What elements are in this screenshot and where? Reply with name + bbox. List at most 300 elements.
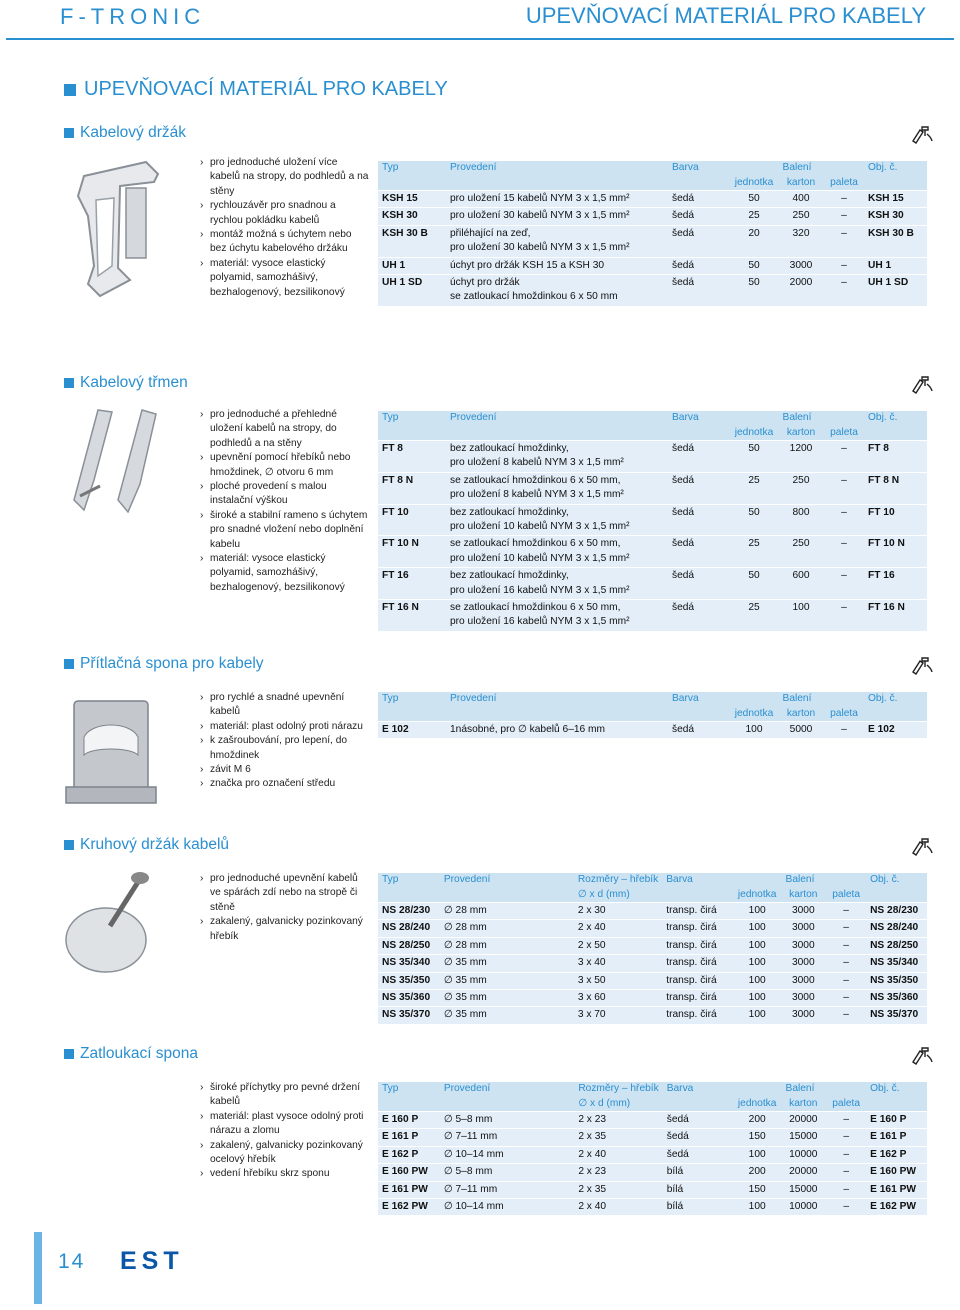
section-square-icon: [64, 1049, 74, 1059]
cell-provedeni: [440, 990, 574, 1007]
subheader-empty: [668, 176, 730, 191]
cell-typ: NS 28/240: [378, 920, 440, 937]
table-row: [378, 1181, 927, 1198]
cell-typ: NS 35/340: [378, 955, 440, 972]
cell-barva: transp. čirá: [662, 903, 734, 920]
cell-typ: FT 8 N: [378, 472, 446, 504]
cell-jednotka: 50: [730, 257, 778, 274]
cell-provedeni-line: se zatloukací hmoždinkou 6 x 50 mm,: [450, 538, 621, 550]
section-title-text: Přítlačná spona pro kabely: [80, 655, 264, 672]
cell-paleta: –: [824, 225, 864, 257]
cell-obj: NS 35/370: [866, 1007, 927, 1024]
subheader-empty: [864, 426, 927, 441]
cell-provedeni-line: pro uložení 8 kabelů NYM 3 x 1,5 mm²: [450, 457, 624, 469]
cell-provedeni: [446, 722, 668, 739]
cell-provedeni: [440, 1007, 574, 1024]
table-row: [378, 275, 927, 306]
cell-karton: 800: [778, 504, 824, 536]
feature-list: [200, 156, 370, 300]
cell-barva: bílá: [663, 1164, 734, 1181]
cell-provedeni-line: ∅ 28 mm: [443, 939, 487, 951]
page-title-text: UPEVŇOVACÍ MATERIÁL PRO KABELY: [84, 78, 448, 100]
cell-paleta: –: [826, 1181, 866, 1198]
cell-obj: NS 28/250: [866, 937, 927, 954]
cell-barva: šedá: [668, 600, 730, 631]
cell-rozmery: 2 x 40: [574, 920, 662, 937]
cell-jednotka: 100: [734, 990, 781, 1007]
subheader-xd: ∅ x d (mm): [574, 1097, 662, 1112]
cell-jednotka: 100: [734, 920, 781, 937]
cell-obj: FT 10: [864, 504, 927, 536]
table-row: [378, 903, 927, 920]
cell-karton: 3000: [778, 257, 824, 274]
table-subheader-row: [378, 707, 927, 722]
page-number: 14: [58, 1250, 86, 1273]
cell-paleta: –: [826, 1199, 866, 1216]
cell-karton: 3000: [780, 937, 826, 954]
table-row: [378, 600, 927, 631]
cell-typ: FT 10 N: [378, 536, 446, 568]
cell-provedeni-line: bez zatloukací hmoždinky,: [450, 506, 569, 518]
feature-item: › materiál: vysoce elastický polyamid, samozhášivý, bezhalogenový, bezsilikonový: [200, 552, 370, 595]
cell-obj: KSH 30 B: [864, 225, 927, 257]
header-barva: Barva: [668, 411, 730, 426]
product-table: [378, 692, 927, 738]
cell-karton: 250: [778, 208, 824, 225]
cell-barva: šedá: [668, 225, 730, 257]
feature-item: › rychlouzávěr pro snadnou a rychlou pokládku kabelů: [200, 199, 370, 228]
section-title: [64, 124, 186, 142]
cell-jednotka: 25: [730, 536, 778, 568]
cell-jednotka: 20: [730, 225, 778, 257]
cell-barva: šedá: [668, 208, 730, 225]
cell-rozmery: 3 x 70: [574, 1007, 662, 1024]
cell-typ: KSH 30 B: [378, 225, 446, 257]
header-obj: Obj. č.: [864, 411, 927, 426]
cell-typ: KSH 30: [378, 208, 446, 225]
cell-rozmery: 2 x 40: [574, 1199, 662, 1216]
subheader-karton: karton: [778, 707, 824, 722]
cell-jednotka: 100: [734, 1007, 781, 1024]
cell-typ: NS 28/250: [378, 937, 440, 954]
cell-karton: 3000: [780, 990, 826, 1007]
header-provedeni: Provedení: [440, 873, 574, 888]
subheader-empty: [446, 176, 668, 191]
cell-obj: UH 1 SD: [864, 275, 927, 306]
product-table: [378, 1082, 927, 1215]
cell-paleta: –: [824, 472, 864, 504]
cell-karton: 20000: [780, 1112, 826, 1129]
cell-karton: 1200: [778, 441, 824, 473]
cell-provedeni-line: ∅ 5–8 mm: [443, 1166, 493, 1178]
header-rozmery: Rozměry – hřebík: [574, 873, 662, 888]
cell-paleta: –: [824, 568, 864, 600]
feature-item: › pro jednoduché uložení více kabelů na stropy, do podhledů a na stěny: [200, 156, 370, 199]
cell-provedeni-line: ∅ 28 mm: [443, 905, 487, 916]
subheader-karton: karton: [780, 888, 826, 903]
feature-list: [200, 1081, 370, 1182]
cell-paleta: –: [826, 1129, 866, 1146]
installation-tools-icon: [910, 124, 934, 144]
cell-typ: E 162 P: [378, 1146, 440, 1163]
cell-obj: NS 35/340: [866, 955, 927, 972]
cell-barva: šedá: [668, 275, 730, 306]
table-row: [378, 568, 927, 600]
section-title-text: Kruhový držák kabelů: [80, 836, 230, 853]
cell-karton: 400: [778, 191, 824, 208]
cell-jednotka: 100: [734, 937, 781, 954]
header-title: UPEVŇOVACÍ MATERIÁL PRO KABELY: [525, 3, 926, 28]
pressure-clip-image: [60, 691, 168, 816]
subheader-empty: [378, 176, 446, 191]
cell-provedeni-line: ∅ 10–14 mm: [443, 1148, 504, 1160]
cable-holder-image: [60, 156, 168, 306]
cell-paleta: –: [826, 920, 866, 937]
table-row: [378, 937, 927, 954]
subheader-jednotka: jednotka: [734, 888, 781, 903]
cell-rozmery: 3 x 40: [574, 955, 662, 972]
subheader-empty: [378, 707, 446, 722]
cell-barva: šedá: [663, 1146, 734, 1163]
feature-list: [200, 691, 370, 792]
section-title-text: Kabelový třmen: [80, 374, 188, 391]
subheader-paleta: paleta: [824, 426, 864, 441]
cell-provedeni-line: ∅ 35 mm: [443, 974, 487, 986]
installation-tools-icon: [910, 655, 934, 675]
cell-provedeni-line: bez zatloukací hmoždinky,: [450, 443, 569, 454]
cell-provedeni: [446, 568, 668, 600]
table-row: [378, 257, 927, 274]
header-provedeni: Provedení: [446, 692, 668, 707]
cell-obj: E 161 P: [866, 1129, 927, 1146]
cell-paleta: –: [824, 257, 864, 274]
subheader-jednotka: jednotka: [730, 426, 778, 441]
feature-item: › pro rychlé a snadné upevnění kabelů: [200, 691, 370, 720]
cell-provedeni: [440, 955, 574, 972]
cell-typ: E 102: [378, 722, 446, 739]
subheader-empty: [866, 888, 927, 903]
subheader-empty: [378, 426, 446, 441]
logo-text: EST: [120, 1246, 184, 1275]
cell-paleta: –: [826, 937, 866, 954]
cell-typ: E 161 P: [378, 1129, 440, 1146]
cell-barva: šedá: [668, 257, 730, 274]
cell-jednotka: 50: [730, 504, 778, 536]
subheader-paleta: paleta: [824, 707, 864, 722]
header-typ: Typ: [378, 161, 446, 176]
section-title: [64, 655, 264, 673]
cell-jednotka: 100: [734, 1199, 781, 1216]
feature-item: › upevnění pomocí hřebíků nebo hmoždinek, ∅ otvoru 6 mm: [200, 451, 370, 480]
section-title: [64, 374, 188, 392]
cell-karton: 3000: [780, 1007, 826, 1024]
page-title: [64, 78, 448, 101]
header-barva: Barva: [668, 161, 730, 176]
cell-jednotka: 150: [734, 1129, 781, 1146]
cell-provedeni: [446, 504, 668, 536]
cell-barva: transp. čirá: [662, 1007, 734, 1024]
header-baleni: Balení: [730, 692, 864, 707]
cell-provedeni: [446, 191, 668, 208]
table-row: [378, 972, 927, 989]
cell-paleta: –: [826, 1112, 866, 1129]
installation-tools-icon: [910, 374, 934, 394]
cell-provedeni-line: 1násobné, pro ∅ kabelů 6–16 mm: [450, 724, 605, 735]
cell-barva: bílá: [663, 1181, 734, 1198]
cell-provedeni-line: přiléhající na zeď,: [450, 227, 531, 239]
cell-provedeni-line: se zatloukací hmoždinkou 6 x 50 mm: [450, 291, 618, 303]
cell-provedeni-line: bez zatloukací hmoždinky,: [450, 570, 569, 582]
cell-obj: E 160 PW: [866, 1164, 927, 1181]
header-baleni: Balení: [734, 873, 866, 888]
cell-karton: 250: [778, 472, 824, 504]
feature-item: › vedení hřebíku skrz sponu: [200, 1167, 370, 1181]
cell-obj: E 162 P: [866, 1146, 927, 1163]
section-title-text: Kabelový držák: [80, 124, 186, 141]
installation-tools-icon: [910, 836, 934, 856]
cell-jednotka: 150: [734, 1181, 781, 1198]
cell-provedeni: [446, 275, 668, 306]
cell-provedeni-line: pro uložení 8 kabelů NYM 3 x 1,5 mm²: [450, 489, 624, 501]
subheader-empty: [668, 426, 730, 441]
cell-provedeni-line: ∅ 7–11 mm: [443, 1131, 498, 1143]
cell-provedeni-line: úchyt pro držák KSH 15 a KSH 30: [450, 259, 605, 271]
subheader-empty: [446, 426, 668, 441]
cell-typ: FT 10: [378, 504, 446, 536]
cell-rozmery: 2 x 30: [574, 903, 662, 920]
feature-item: › montáž možná s úchytem nebo bez úchytu kabelového držáku: [200, 228, 370, 257]
section-square-icon: [64, 659, 74, 669]
cell-paleta: –: [824, 191, 864, 208]
table-row: [378, 1112, 927, 1129]
cell-karton: 10000: [780, 1199, 826, 1216]
cell-karton: 320: [778, 225, 824, 257]
header-typ: Typ: [378, 873, 440, 888]
cell-obj: E 102: [864, 722, 927, 739]
cell-paleta: –: [826, 972, 866, 989]
table-header-row: [378, 873, 927, 888]
table-row: [378, 955, 927, 972]
cell-obj: FT 10 N: [864, 536, 927, 568]
cell-provedeni-line: pro uložení 30 kabelů NYM 3 x 1,5 mm²: [450, 242, 630, 254]
section-title: [64, 836, 229, 854]
cell-barva: transp. čirá: [662, 937, 734, 954]
header-rozmery: Rozměry – hřebík: [574, 1082, 662, 1097]
cell-typ: NS 35/350: [378, 972, 440, 989]
header-obj: Obj. č.: [864, 692, 927, 707]
cell-barva: šedá: [668, 536, 730, 568]
header-typ: Typ: [378, 1082, 440, 1097]
header-typ: Typ: [378, 692, 446, 707]
table-subheader-row: [378, 888, 927, 903]
cell-obj: FT 16 N: [864, 600, 927, 631]
subheader-xd: ∅ x d (mm): [574, 888, 662, 903]
cell-barva: šedá: [668, 191, 730, 208]
subheader-paleta: paleta: [824, 176, 864, 191]
cell-obj: E 162 PW: [866, 1199, 927, 1216]
subheader-jednotka: jednotka: [734, 1097, 781, 1112]
table-subheader-row: [378, 426, 927, 441]
cell-obj: FT 8 N: [864, 472, 927, 504]
header-obj: Obj. č.: [866, 873, 927, 888]
cell-provedeni: [446, 600, 668, 631]
cell-provedeni-line: pro uložení 30 kabelů NYM 3 x 1,5 mm²: [450, 210, 630, 222]
table-row: [378, 1146, 927, 1163]
cell-jednotka: 50: [730, 568, 778, 600]
cell-karton: 20000: [780, 1164, 826, 1181]
cell-typ: FT 16 N: [378, 600, 446, 631]
header-barva: Barva: [662, 873, 734, 888]
cell-jednotka: 25: [730, 208, 778, 225]
subheader-paleta: paleta: [826, 1097, 866, 1112]
cell-typ: NS 28/230: [378, 903, 440, 920]
cell-provedeni-line: se zatloukací hmoždinkou 6 x 50 mm,: [450, 474, 621, 486]
header-baleni: Balení: [734, 1082, 866, 1097]
cell-provedeni: [440, 1146, 575, 1163]
cell-jednotka: 100: [734, 955, 781, 972]
cell-provedeni: [440, 1112, 575, 1129]
feature-item: › pro jednoduché a přehledné uložení kabelů na stropy, do podhledů a na stěny: [200, 408, 370, 451]
cell-rozmery: 2 x 35: [574, 1181, 662, 1198]
table-row: [378, 536, 927, 568]
cell-jednotka: 50: [730, 441, 778, 473]
feature-item: › široké a stabilní rameno s úchytem pro snadné vložení nebo doplnění kabelu: [200, 509, 370, 552]
feature-item: › ploché provedení s malou instalační výškou: [200, 480, 370, 509]
cell-rozmery: 2 x 40: [574, 1146, 662, 1163]
cell-provedeni: [446, 472, 668, 504]
cell-provedeni-line: ∅ 35 mm: [443, 1009, 487, 1021]
table-row: [378, 1199, 927, 1216]
table-header-row: [378, 411, 927, 426]
cell-barva: šedá: [668, 722, 730, 739]
cell-typ: FT 8: [378, 441, 446, 473]
cell-obj: FT 8: [864, 441, 927, 473]
cell-typ: E 162 PW: [378, 1199, 440, 1216]
header-baleni: Balení: [730, 411, 864, 426]
table-header-row: [378, 1082, 927, 1097]
cell-barva: bílá: [663, 1199, 734, 1216]
cell-provedeni: [446, 208, 668, 225]
header-obj: Obj. č.: [866, 1082, 927, 1097]
cell-provedeni-line: pro uložení 16 kabelů NYM 3 x 1,5 mm²: [450, 584, 630, 596]
cell-typ: KSH 15: [378, 191, 446, 208]
cell-paleta: –: [824, 441, 864, 473]
subheader-empty: [864, 707, 927, 722]
table-subheader-row: [378, 176, 927, 191]
subheader-jednotka: jednotka: [730, 707, 778, 722]
feature-item: › materiál: vysoce elastický polyamid, samozhášivý, bezhalogenový, bezsilikonový: [200, 257, 370, 300]
cell-barva: šedá: [668, 472, 730, 504]
cell-provedeni-line: ∅ 7–11 mm: [443, 1183, 498, 1195]
title-square-icon: [64, 84, 76, 96]
cell-barva: šedá: [663, 1112, 734, 1129]
cell-provedeni-line: pro uložení 10 kabelů NYM 3 x 1,5 mm²: [450, 552, 630, 564]
cell-karton: 3000: [780, 903, 826, 920]
cell-jednotka: 25: [730, 600, 778, 631]
cell-provedeni-line: ∅ 35 mm: [443, 957, 487, 969]
feature-item: › závit M 6: [200, 763, 370, 777]
cell-barva: šedá: [663, 1129, 734, 1146]
table-row: [378, 441, 927, 473]
cell-jednotka: 200: [734, 1112, 781, 1129]
subheader-empty: [864, 176, 927, 191]
cell-jednotka: 25: [730, 472, 778, 504]
cell-rozmery: 2 x 23: [574, 1164, 662, 1181]
cell-provedeni-line: se zatloukací hmoždinkou 6 x 50 mm,: [450, 602, 621, 614]
cell-typ: E 160 P: [378, 1112, 440, 1129]
cell-typ: NS 35/370: [378, 1007, 440, 1024]
subheader-karton: karton: [780, 1097, 826, 1112]
cell-barva: transp. čirá: [662, 920, 734, 937]
cell-rozmery: 2 x 23: [574, 1112, 662, 1129]
cell-provedeni-line: ∅ 5–8 mm: [443, 1114, 493, 1125]
subheader-empty: [440, 1097, 575, 1112]
cell-provedeni: [440, 920, 574, 937]
cell-typ: UH 1: [378, 257, 446, 274]
cell-paleta: –: [824, 722, 864, 739]
subheader-empty: [866, 1097, 927, 1112]
table-row: [378, 504, 927, 536]
cell-karton: 3000: [780, 955, 826, 972]
subheader-empty: [378, 888, 440, 903]
feature-item: › zakalený, galvanicky pozinkovaný ocelový hřebík: [200, 1139, 370, 1168]
cell-jednotka: 50: [730, 275, 778, 306]
subheader-empty: [378, 1097, 440, 1112]
cell-obj: E 160 P: [866, 1112, 927, 1129]
feature-list: [200, 872, 370, 944]
section-square-icon: [64, 128, 74, 138]
cell-provedeni: [446, 441, 668, 473]
cell-provedeni: [440, 972, 574, 989]
section-title: [64, 1045, 198, 1063]
cell-obj: NS 35/350: [866, 972, 927, 989]
feature-item: › zakalený, galvanicky pozinkovaný hřebík: [200, 915, 370, 944]
cell-obj: UH 1: [864, 257, 927, 274]
cell-jednotka: 100: [734, 903, 781, 920]
cell-provedeni: [446, 257, 668, 274]
header-typ: Typ: [378, 411, 446, 426]
table-subheader-row: [378, 1097, 927, 1112]
round-holder-image: [60, 866, 168, 986]
cell-karton: 3000: [780, 920, 826, 937]
cell-barva: šedá: [668, 568, 730, 600]
cell-paleta: –: [826, 955, 866, 972]
cell-karton: 100: [778, 600, 824, 631]
subheader-empty: [668, 707, 730, 722]
cell-provedeni: [446, 225, 668, 257]
subheader-empty: [440, 888, 574, 903]
header-provedeni: Provedení: [440, 1082, 575, 1097]
cell-karton: 3000: [780, 972, 826, 989]
table-row: [378, 990, 927, 1007]
cell-rozmery: 2 x 35: [574, 1129, 662, 1146]
brand-logo: [120, 1246, 184, 1275]
cell-provedeni-line: pro uložení 10 kabelů NYM 3 x 1,5 mm²: [450, 521, 630, 533]
cell-obj: KSH 15: [864, 191, 927, 208]
feature-item: › materiál: plast vysoce odolný proti nárazu a zlomu: [200, 1110, 370, 1139]
footer-accent-bar: [34, 1232, 42, 1304]
cell-paleta: –: [826, 1007, 866, 1024]
cell-barva: transp. čirá: [662, 990, 734, 1007]
cell-obj: NS 35/360: [866, 990, 927, 1007]
cell-provedeni-line: ∅ 10–14 mm: [443, 1201, 504, 1213]
cell-paleta: –: [826, 903, 866, 920]
table-row: [378, 1164, 927, 1181]
cell-karton: 2000: [778, 275, 824, 306]
cell-paleta: –: [826, 1146, 866, 1163]
cell-typ: NS 35/360: [378, 990, 440, 1007]
section-title-text: Zatloukací spona: [80, 1045, 199, 1062]
